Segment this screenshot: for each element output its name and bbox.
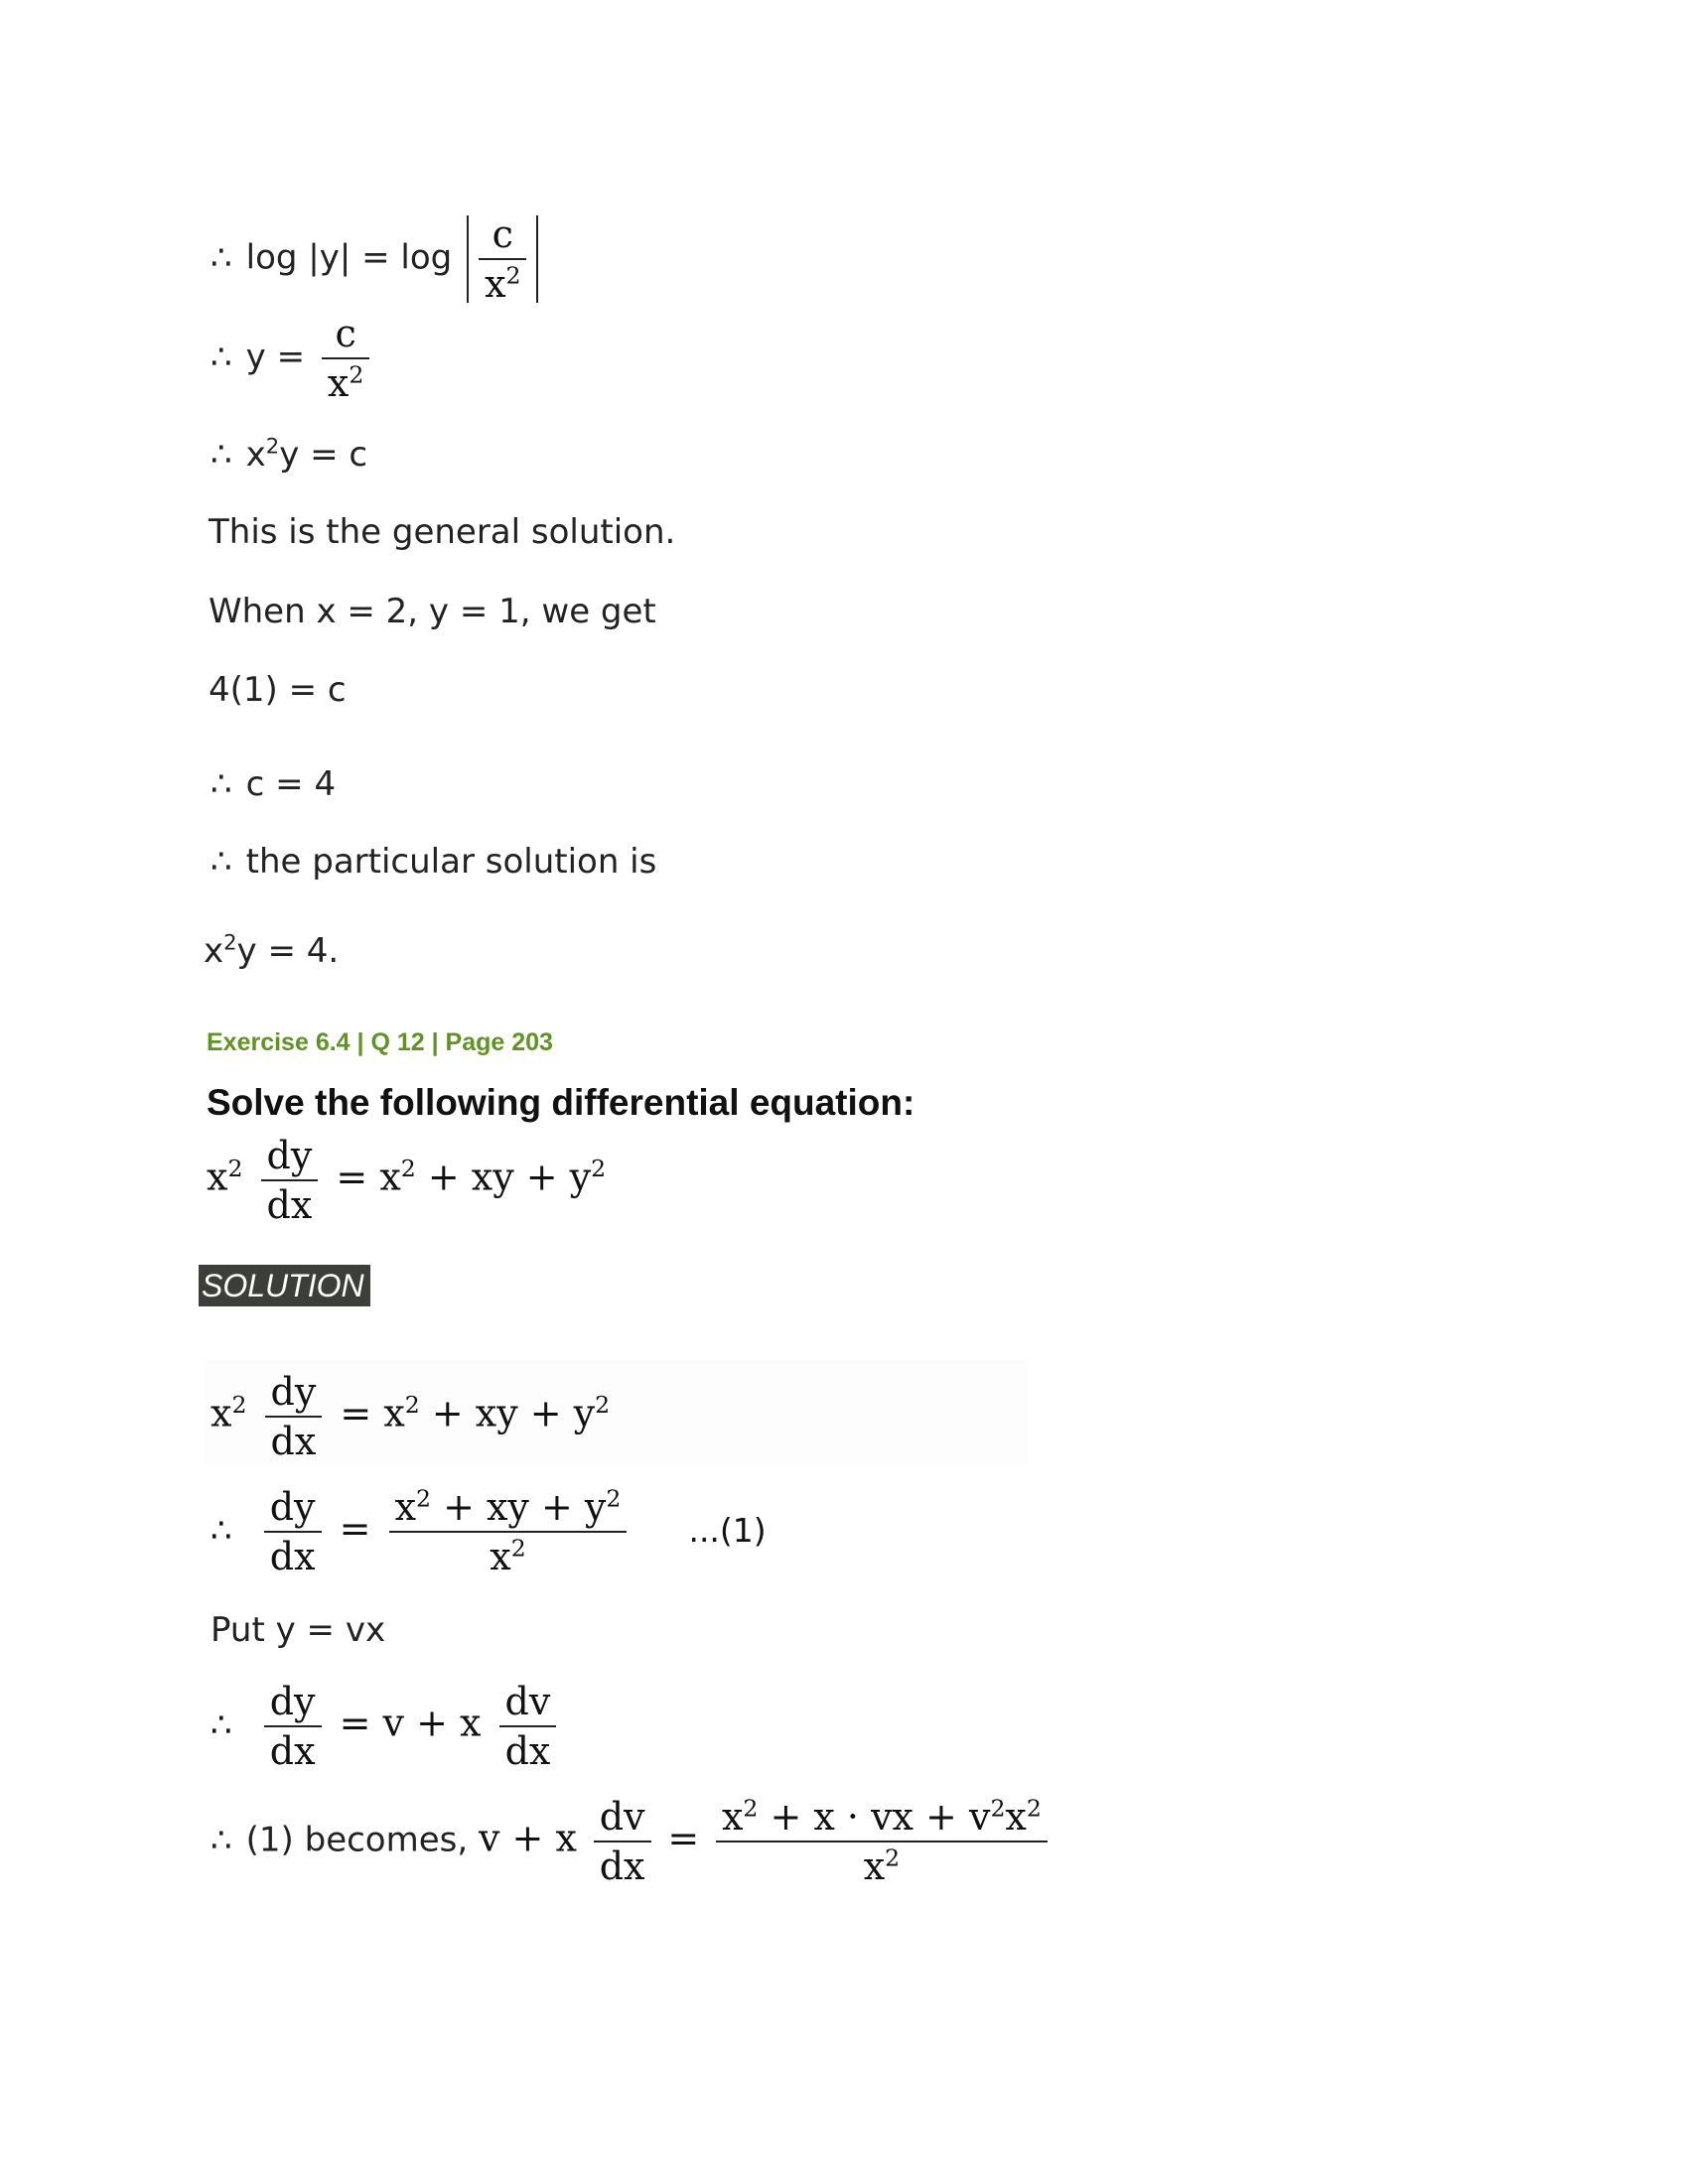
numerator: c: [322, 310, 369, 359]
fraction-dy-dx: $\frac{dy}{dx}$: [264, 1678, 322, 1775]
therefore-symbol: ∴: [211, 1705, 232, 1745]
solution-equation-1: $x^2$ $\frac{dy}{dx}$ = $x^2$ + xy + $y^2$: [211, 1370, 611, 1463]
substitution-line: Put y = vx: [211, 1610, 386, 1650]
fraction-dv-dx: $\frac{dv}{dx}$: [594, 1793, 651, 1890]
fraction-rhs: $\frac{x^2 + x \cdot vx + v^2x^2}{x^2}$: [716, 1793, 1048, 1890]
therefore-symbol: ∴: [211, 237, 232, 278]
fraction-dv-dx: $\frac{dv}{dx}$: [499, 1678, 557, 1775]
step-x2y-c: ∴ $x^2y = c$: [211, 433, 368, 475]
exercise-reference: Exercise 6.4 | Q 12 | Page 203: [207, 1028, 553, 1056]
step-log-equation: [211, 210, 542, 308]
therefore-symbol: ∴: [211, 435, 232, 475]
c-value-line: ∴ c = 4: [211, 764, 337, 804]
therefore-symbol: ∴: [211, 842, 232, 882]
fraction-rhs: $\frac{x^2 + xy + y^2}{x^2}$: [389, 1483, 628, 1580]
fraction-dy-dx: $\frac{dy}{dx}$: [261, 1132, 319, 1229]
equation-number: ...(1): [688, 1510, 767, 1550]
particular-solution-line: ∴ the particular solution is: [211, 842, 657, 882]
general-solution-text: This is the general solution.: [209, 512, 676, 552]
log-text: log |y| = log: [245, 237, 453, 278]
question-equation: $x^2$ $\frac{dy}{dx}$ = $x^2$ + xy + $y^2$: [207, 1134, 607, 1227]
abs-bar-right: [536, 215, 538, 303]
denominator: $x^2$: [327, 360, 364, 405]
condition-text: When x = 2, y = 1, we get: [209, 592, 656, 631]
solution-label: SOLUTION: [199, 1265, 370, 1306]
solution-equation-3: ∴ $\frac{dy}{dx}$ = v + x $\frac{dv}{dx}$: [211, 1678, 562, 1775]
abs-bar-left: [467, 215, 469, 303]
question-heading: Solve the following differential equation:: [207, 1082, 915, 1123]
therefore-symbol: ∴: [211, 764, 232, 804]
therefore-symbol: ∴: [211, 1820, 232, 1860]
fraction-dy-dx: $\frac{dy}{dx}$: [265, 1368, 323, 1465]
solution-equation-4: ∴ (1) becomes, v + x $\frac{dv}{dx}$ = $\frac{x^2 + x \cdot vx + v^2x^2}{x^2}$: [211, 1793, 1054, 1890]
fraction-c-over-x2: [479, 210, 526, 308]
therefore-symbol: ∴: [211, 1510, 232, 1551]
fraction-c-over-x2: [322, 310, 369, 407]
final-answer-line: $x^2y = 4$.: [204, 929, 340, 971]
substitution-text: 4(1) = c: [209, 670, 347, 710]
step-y-equals: [211, 310, 375, 407]
solution-equation-2: ∴ $\frac{dy}{dx}$ = $\frac{x^2 + xy + y^2}{x^2}$ ...(1): [211, 1484, 767, 1578]
numerator: c: [479, 210, 526, 260]
therefore-symbol: ∴: [211, 337, 232, 377]
denominator: $x^2$: [485, 261, 521, 306]
y-equals-text: y =: [245, 337, 306, 377]
fraction-dy-dx: $\frac{dy}{dx}$: [264, 1483, 322, 1580]
